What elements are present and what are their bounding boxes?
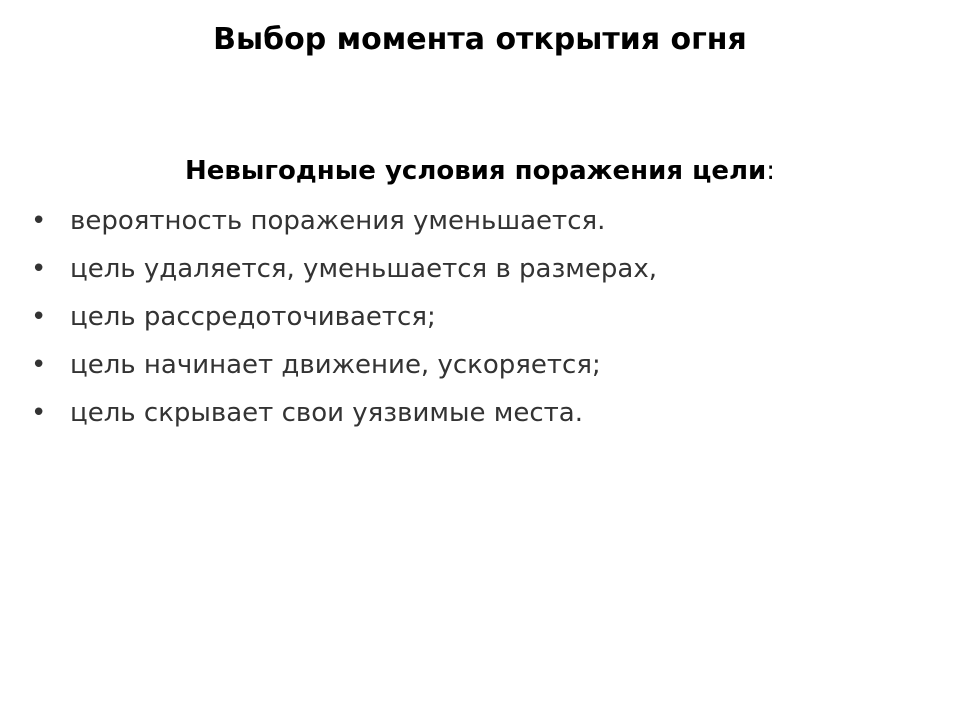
bullet-item <box>31 393 657 441</box>
bullet-text: вероятность поражения уменьшается. <box>70 206 606 236</box>
bullet-icon: • <box>31 254 47 284</box>
bullet-text: цель начинает движение, ускоряется; <box>70 350 601 380</box>
bullet-item <box>31 249 657 297</box>
bullet-icon: • <box>31 206 47 236</box>
section-heading-colon: : <box>766 156 775 186</box>
bullet-item <box>31 345 657 393</box>
section-heading <box>0 151 960 191</box>
bullet-text: цель удаляется, уменьшается в размерах, <box>70 254 657 284</box>
bullet-text: цель скрывает свои уязвимые места. <box>70 398 584 428</box>
bullet-icon: • <box>31 398 47 428</box>
bullet-item <box>31 297 657 345</box>
section-heading-text: Невыгодные условия поражения цели <box>185 156 767 186</box>
slide-title: Выбор момента открытия огня <box>213 22 747 57</box>
bullet-icon: • <box>31 302 47 332</box>
bullet-item <box>31 201 657 249</box>
bullet-icon: • <box>31 350 47 380</box>
bullet-list <box>31 201 657 441</box>
bullet-text: цель рассредоточивается; <box>70 302 436 332</box>
